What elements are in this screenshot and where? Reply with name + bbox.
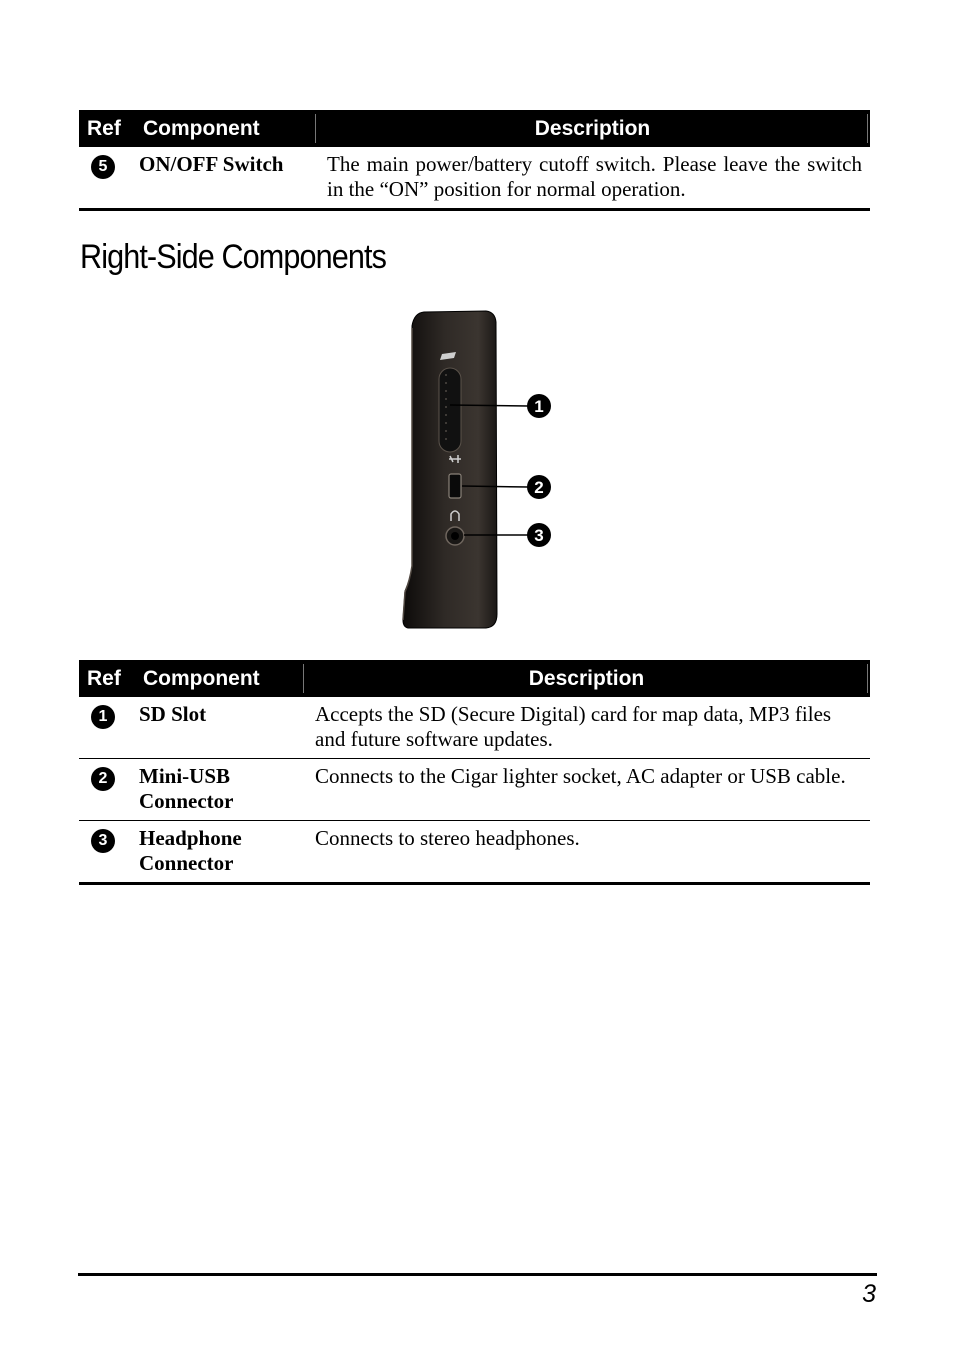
component-name: ON/OFF Switch <box>129 147 315 210</box>
callout-label-3: 3 <box>534 526 544 545</box>
table-row <box>79 147 870 210</box>
table-row <box>79 821 870 884</box>
callout-label-2: 2 <box>534 478 544 497</box>
header-component: Component <box>129 660 303 697</box>
sd-slot <box>439 368 461 452</box>
header-description: Description <box>303 660 870 697</box>
section-heading: Right-Side Components <box>80 238 386 276</box>
ref-badge: 2 <box>91 767 115 791</box>
page-number: 3 <box>862 1280 876 1308</box>
callout-line-2 <box>462 486 528 487</box>
component-name: Headphone Connector <box>129 821 303 884</box>
mini-usb-port <box>449 474 461 498</box>
device-bezel-edge <box>403 328 412 620</box>
ref-badge: 1 <box>91 705 115 729</box>
header-description: Description <box>315 110 870 147</box>
component-name: Mini-USB Connector <box>129 759 303 821</box>
component-table-top <box>79 110 870 211</box>
callout-label-1: 1 <box>534 397 544 416</box>
ref-badge: 5 <box>91 155 115 179</box>
component-name: SD Slot <box>129 697 303 759</box>
table-row <box>79 759 870 821</box>
component-description: Accepts the SD (Secure Digital) card for map data, MP3 files and future software updates. <box>303 697 870 759</box>
component-table-bottom <box>79 660 870 885</box>
component-description: Connects to stereo headphones. <box>303 821 870 884</box>
ref-badge: 3 <box>91 829 115 853</box>
component-description: The main power/battery cutoff switch. Please leave the switch in the “ON” position for normal operation. <box>315 147 870 210</box>
header-component: Component <box>129 110 315 147</box>
table-row <box>79 697 870 759</box>
table-header-row <box>79 110 870 147</box>
device-right-side-figure <box>398 308 558 632</box>
header-ref: Ref <box>79 110 129 147</box>
table-header-row <box>79 660 870 697</box>
footer-rule <box>78 1273 877 1276</box>
component-description: Connects to the Cigar lighter socket, AC adapter or USB cable. <box>303 759 870 821</box>
callout-line-1 <box>450 405 528 406</box>
header-ref: Ref <box>79 660 129 697</box>
